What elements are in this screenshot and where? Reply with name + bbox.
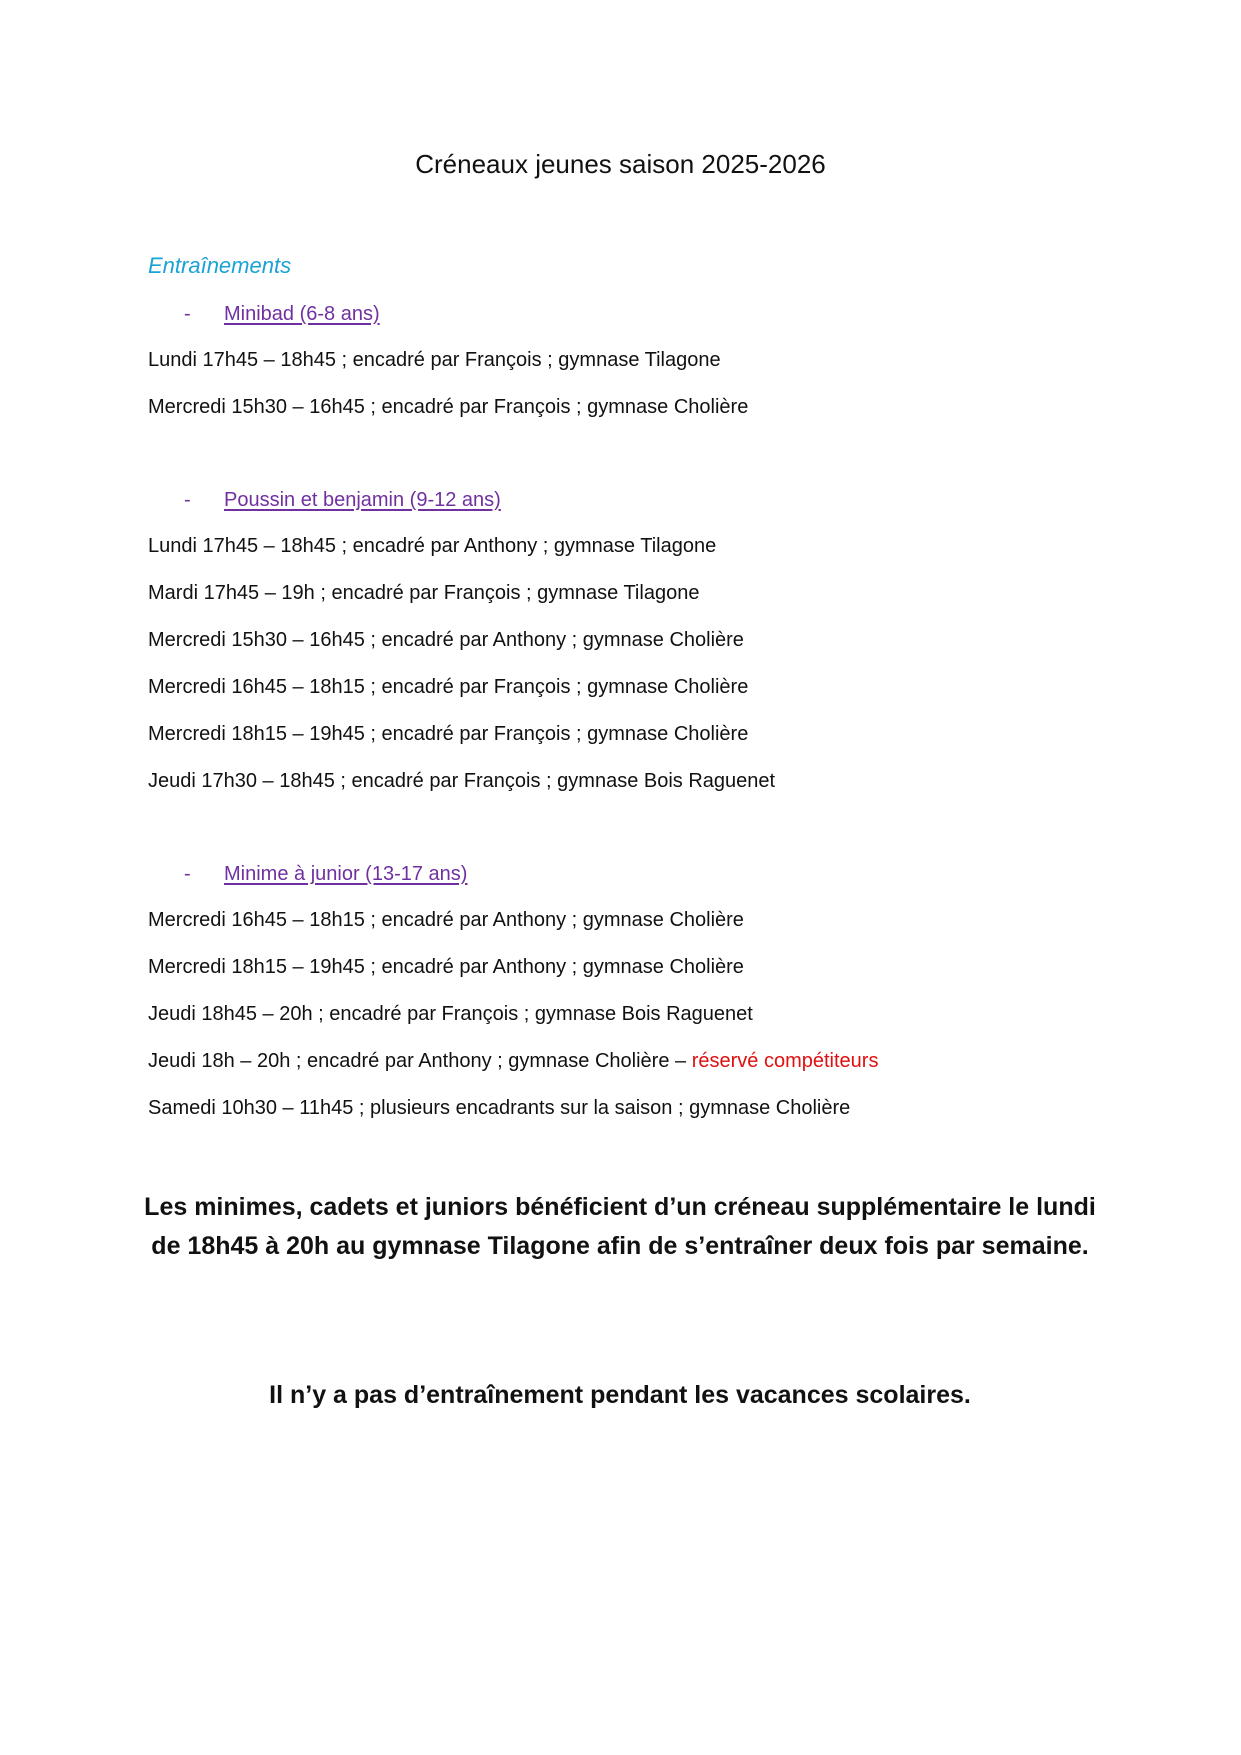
- schedule-line: Mardi 17h45 – 19h ; encadré par François ; gymnase Tilagone: [148, 582, 700, 604]
- schedule-line: Mercredi 15h30 – 16h45 ; encadré par Anthony ; gymnase Cholière: [148, 629, 744, 651]
- group-label: [148, 860, 1148, 888]
- bullet-dash: -: [184, 863, 191, 885]
- bullet-dash: -: [184, 303, 191, 325]
- schedule-line: Mercredi 15h30 – 16h45 ; encadré par François ; gymnase Cholière: [148, 396, 749, 418]
- schedule-line: Mercredi 16h45 – 18h15 ; encadré par François ; gymnase Cholière: [148, 676, 749, 698]
- group-minime-junior: [148, 860, 1148, 1141]
- schedule-line: Mercredi 18h15 – 19h45 ; encadré par Anthony ; gymnase Cholière: [148, 956, 744, 978]
- group-minibad: [148, 300, 1148, 440]
- group-label-text: Poussin et benjamin (9-12 ans): [224, 489, 501, 511]
- competitor-note: réservé compétiteurs: [691, 1050, 879, 1072]
- schedule-line-competitors: [148, 1047, 1148, 1075]
- bullet-dash: -: [184, 489, 191, 511]
- group-label: [148, 300, 1148, 328]
- group-poussin-benjamin: [148, 486, 1148, 814]
- schedule-line: Jeudi 17h30 – 18h45 ; encadré par François ; gymnase Bois Raguenet: [148, 770, 776, 792]
- holidays-note: Il n’y a pas d’entraînement pendant les vacances scolaires.: [269, 1381, 971, 1409]
- schedule-line: Lundi 17h45 – 18h45 ; encadré par Anthony ; gymnase Tilagone: [148, 535, 717, 557]
- schedule-line-text: Jeudi 18h – 20h ; encadré par Anthony ; gymnase Cholière –: [148, 1050, 692, 1072]
- schedule-line: Jeudi 18h45 – 20h ; encadré par François ; gymnase Bois Raguenet: [148, 1003, 753, 1025]
- schedule-line: Samedi 10h30 – 11h45 ; plusieurs encadrants sur la saison ; gymnase Cholière: [148, 1097, 851, 1119]
- page-title: Créneaux jeunes saison 2025-2026: [415, 149, 826, 179]
- extra-session-note: Les minimes, cadets et juniors bénéficient d’un créneau supplémentaire le lundi de 18h45 à 20h au gymnase Tilagone afin de s’entraîner deux fois par semaine.: [144, 1193, 1096, 1260]
- group-label-text: Minime à junior (13-17 ans): [224, 863, 468, 885]
- schedule-line: Mercredi 16h45 – 18h15 ; encadré par Anthony ; gymnase Cholière: [148, 909, 744, 931]
- group-label-text: Minibad (6-8 ans): [224, 303, 380, 325]
- schedule-line: Mercredi 18h15 – 19h45 ; encadré par François ; gymnase Cholière: [148, 723, 749, 745]
- group-label: [148, 486, 1148, 514]
- section-heading-trainings: Entraînements: [148, 253, 292, 278]
- schedule-line: Lundi 17h45 – 18h45 ; encadré par François ; gymnase Tilagone: [148, 349, 721, 371]
